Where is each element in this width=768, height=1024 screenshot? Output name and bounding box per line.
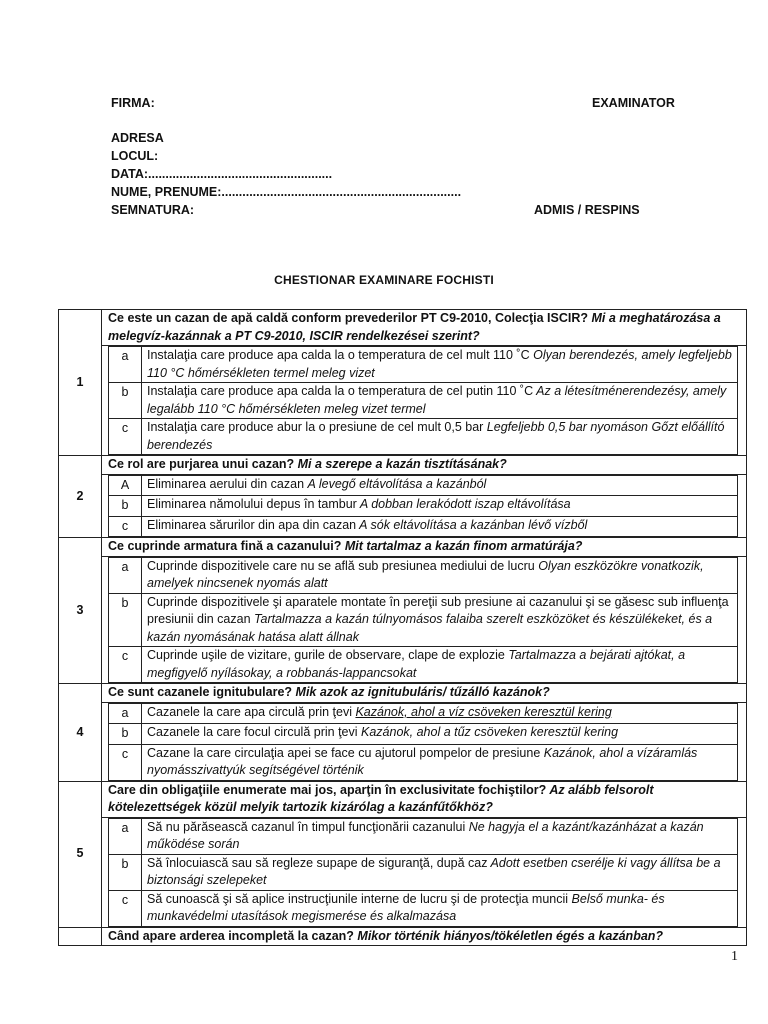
answer-text: Să cunoască şi să aplice instrucţiunile interne de lucru şi de protecţia muncii Belső munka- és munkavédelmi utasítások megismerése és alkalmazása xyxy=(142,890,738,926)
answer-option[interactable] xyxy=(109,703,738,724)
answer-option[interactable] xyxy=(109,593,738,647)
answer-list xyxy=(108,703,738,781)
answer-text: Eliminarea aerului din cazan A levegő eltávolítása a kazánból xyxy=(142,475,738,496)
answer-text: Cazanele la care apa circulă prin ţevi Kazánok, ahol a víz csöveken keresztül kering xyxy=(142,703,738,724)
answer-letter: b xyxy=(109,496,142,517)
question-row xyxy=(59,781,747,817)
question-text: Ce cuprinde armatura fină a cazanului? Mit tartalmaz a kazán finom armatúrája? xyxy=(102,538,747,557)
question-text: Ce este un cazan de apă caldă conform prevederilor PT C9-2010, Colecţia ISCIR? Mi a meghatározása a melegvíz-kazánnak a PT C9-2010, ISCIR rendelkezései szerint? xyxy=(102,310,747,346)
question-number: 5 xyxy=(59,781,102,927)
answer-text: Cazanele la care focul circulă prin ţevi Kazánok, ahol a tűz csöveken keresztül kering xyxy=(142,724,738,745)
question-number: 1 xyxy=(59,310,102,456)
answer-text: Cazane la care circulaţia apei se face cu ajutorul pompelor de presiune Kazánok, ahol a vízáramlás nyomásszivattyúk segítségével történik xyxy=(142,744,738,780)
answer-letter: b xyxy=(109,724,142,745)
answer-option[interactable] xyxy=(109,475,738,496)
semnatura-label: SEMNATURA: xyxy=(111,203,195,217)
answer-letter: a xyxy=(109,557,142,593)
answer-option[interactable] xyxy=(109,724,738,745)
answer-letter: a xyxy=(109,703,142,724)
answer-list xyxy=(108,346,738,455)
answer-option[interactable] xyxy=(109,647,738,683)
answer-text: Să nu părăsească cazanul în timpul funcţionării cazanului Ne hagyja el a kazánt/kazánházat a kazán működése során xyxy=(142,818,738,854)
answer-option[interactable] xyxy=(109,347,738,383)
answer-option[interactable] xyxy=(109,383,738,419)
answer-list xyxy=(108,475,738,538)
question-row xyxy=(59,456,747,475)
question-text: Când apare arderea incompletă la cazan? Mikor történik hiányos/tökéletlen égés a kazánban? xyxy=(102,927,747,946)
question-row xyxy=(59,684,747,703)
answer-letter: b xyxy=(109,383,142,419)
answer-text: Instalaţia care produce apa calda la o temperatura de cel putin 110 ˚C Az a létesítménerendezésy, amely legalább 110 °C hőmérsékleten meleg vizet termel xyxy=(142,383,738,419)
answer-text: Instalaţia care produce abur la o presiune de cel mult 0,5 bar Legfeljebb 0,5 bar nyomáson Gőzt előállító berendezés xyxy=(142,419,738,455)
answer-option[interactable] xyxy=(109,854,738,890)
page-number: 1 xyxy=(731,949,738,964)
answer-letter: A xyxy=(109,475,142,496)
answer-option[interactable] xyxy=(109,818,738,854)
question-row xyxy=(59,927,747,946)
answer-text: Să înlocuiască sau să regleze supape de siguranţă, după caz Adott esetben cserélje ki vagy állítsa be a biztonsági szelepeket xyxy=(142,854,738,890)
question-text: Ce sunt cazanele ignitubulare? Mik azok az ignitubuláris/ tűzálló kazánok? xyxy=(102,684,747,703)
question-number: 4 xyxy=(59,684,102,782)
answer-option[interactable] xyxy=(109,557,738,593)
answer-letter: c xyxy=(109,419,142,455)
answer-option[interactable] xyxy=(109,496,738,517)
question-number: 3 xyxy=(59,538,102,684)
data-field[interactable]: DATA:..................................................... xyxy=(111,167,333,181)
answer-text: Instalaţia care produce apa calda la o temperatura de cel mult 110 ˚C Olyan berendezés, amely legfeljebb 110 °C hőmérsékleten termel meleg vizet xyxy=(142,347,738,383)
answer-option[interactable] xyxy=(109,516,738,537)
answer-letter: b xyxy=(109,593,142,647)
answer-letter: b xyxy=(109,854,142,890)
answer-text: Cuprinde dispozitivele şi aparatele montate în pereţii sub presiune ai cazanului şi se găsesc sub influenţa presiunii din cazan Tartalmazza a kazán túlnyomásos falaiba szerelt eszközöket és készülékeket, és a kazán nyomásának hatása alatt állnak xyxy=(142,593,738,647)
adresa-label: ADRESA xyxy=(111,131,164,145)
answer-letter: c xyxy=(109,744,142,780)
answer-list xyxy=(108,557,738,684)
question-number: 2 xyxy=(59,456,102,538)
question-row xyxy=(59,310,747,346)
answer-option[interactable] xyxy=(109,744,738,780)
question-row xyxy=(59,538,747,557)
locul-label: LOCUL: xyxy=(111,149,159,163)
page-title: CHESTIONAR EXAMINARE FOCHISTI xyxy=(274,273,494,287)
question-number xyxy=(59,927,102,946)
questionnaire-table xyxy=(58,309,747,946)
answer-text: Cuprinde uşile de vizitare, gurile de observare, clape de explozie Tartalmazza a bejárati ajtókat, a megfigyelő nyílásokay, a robbanás-lappancsokat xyxy=(142,647,738,683)
answer-letter: c xyxy=(109,647,142,683)
examinator-label: EXAMINATOR xyxy=(592,96,675,110)
answer-text: Cuprinde dispozitivele care nu se află sub presiunea mediului de lucru Olyan eszközökre vonatkozik, amelyek nincsenek nyomás alatt xyxy=(142,557,738,593)
question-text: Care din obligaţiile enumerate mai jos, aparţin în exclusivitate fochiştilor? Az alább felsorolt kötelezettségek közül melyik tartozik kizárólag a kazánfűtőkhöz? xyxy=(102,781,747,817)
answer-letter: a xyxy=(109,818,142,854)
question-text: Ce rol are purjarea unui cazan? Mi a szerepe a kazán tisztításának? xyxy=(102,456,747,475)
answer-letter: c xyxy=(109,890,142,926)
firma-label: FIRMA: xyxy=(111,96,155,110)
admis-respins-label: ADMIS / RESPINS xyxy=(534,203,640,217)
answer-letter: c xyxy=(109,516,142,537)
answer-text: Eliminarea nămolului depus în tambur A dobban lerakódott iszap eltávolítása xyxy=(142,496,738,517)
answer-text: Eliminarea sărurilor din apa din cazan A sók eltávolítása a kazánban lévő vízből xyxy=(142,516,738,537)
nume-prenume-field[interactable]: NUME, PRENUME:..................................................................... xyxy=(111,185,462,199)
answer-list xyxy=(108,818,738,927)
answer-option[interactable] xyxy=(109,890,738,926)
answer-letter: a xyxy=(109,347,142,383)
answer-option[interactable] xyxy=(109,419,738,455)
